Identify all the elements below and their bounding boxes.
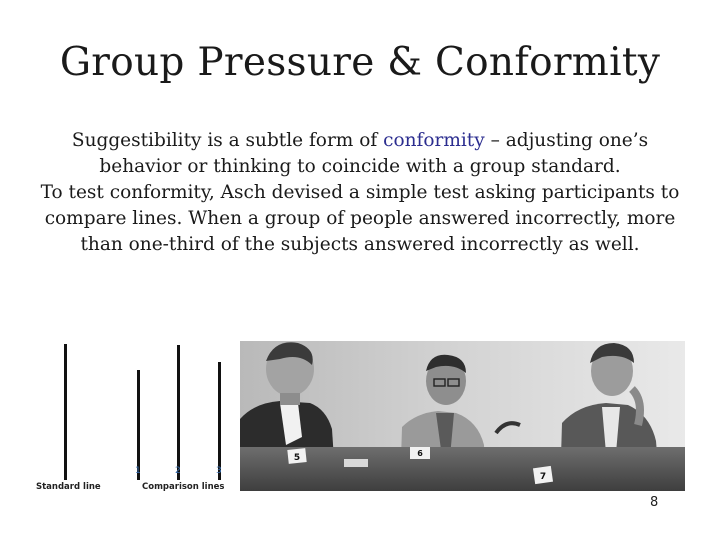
paragraph-1-rest: – adjusting one’s behavior or thinking to coincide with a group standard. [99,130,649,177]
comparison-line-1 [137,370,140,480]
standard-line [64,344,67,480]
comparison-label-2: 2 [175,466,181,476]
paragraph-asch: To test conformity, Asch devised a simple test asking participants to compare lines. When a group of people answered incorrectly, more than one-third of the subjects answered incorrectly as well. [40,182,680,255]
comparison-line-3 [218,362,221,480]
conformity-term: conformity [383,130,485,151]
page-number: 8 [650,495,659,510]
slide-body [40,128,680,258]
card-label-6: 6 [417,449,423,458]
paragraph-1-text: Suggestibility is a subtle form of [71,130,384,151]
slide-title: Group Pressure & Conformity [59,40,661,85]
comparison-line-2 [177,345,180,480]
card-label-7: 7 [539,472,547,482]
comparison-label-3: 3 [216,466,222,476]
asch-lines-figure [30,338,240,498]
asch-experiment-photo [240,341,685,491]
standard-line-caption: Standard line [36,482,101,492]
comparison-lines-caption: Comparison lines [142,482,225,492]
card-label-5: 5 [293,453,301,463]
paragraph-suggestibility [40,128,680,180]
photo-illustration [240,341,685,491]
comparison-label-1: 1 [135,466,141,476]
